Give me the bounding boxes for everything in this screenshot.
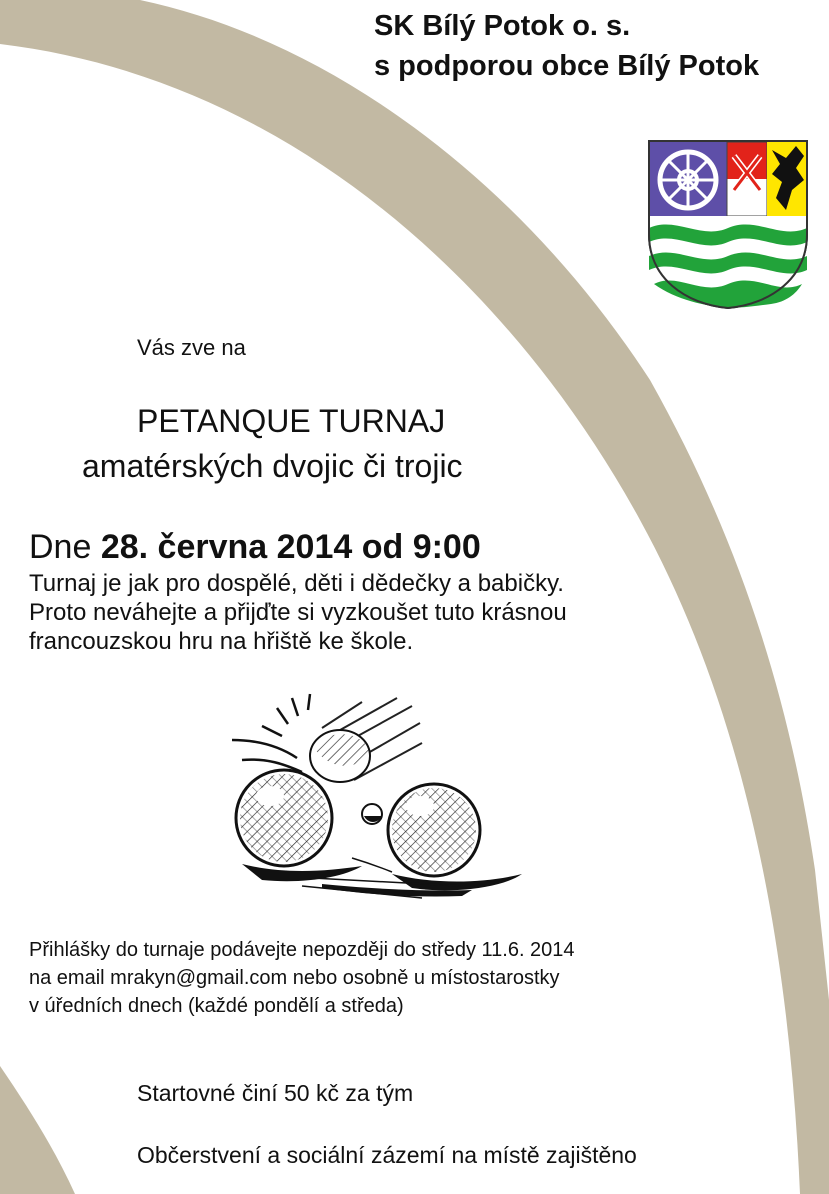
description-line: Turnaj je jak pro dospělé, děti i dědečky a babičky. [29,570,564,597]
description-line: Proto neváhejte a přijďte si vyzkoušet tuto krásnou [29,599,567,626]
application-line: v úředních dnech (každé pondělí a středa) [29,995,404,1017]
date-value: 28. června 2014 od 9:00 [100,528,481,566]
entry-fee: Startovné činí 50 kč za tým [137,1080,414,1106]
event-subtitle: amatérských dvojic či trojic [82,448,463,484]
event-date [29,528,481,567]
application-line: na email mrakyn@gmail.com nebo osobně u místostarostky [29,967,560,989]
application-line: Přihlášky do turnaje podávejte nepozději do středy 11.6. 2014 [29,939,575,961]
organizer-support: s podporou obce Bílý Potok [374,50,760,82]
date-prefix: Dne [29,528,101,566]
application-info [29,936,575,1020]
event-description [29,569,567,656]
organizer-block [374,6,759,86]
invite-text: Vás zve na [137,335,246,360]
refreshments-info: Občerstvení a sociální zázemí na místě zajištěno [137,1142,637,1168]
petanque-balls-icon [222,688,572,910]
description-line: francouzskou hru na hřiště ke škole. [29,628,414,655]
organizer-name: SK Bílý Potok o. s. [374,10,631,42]
municipal-coat-of-arms-icon [646,138,810,310]
event-title: PETANQUE TURNAJ [137,403,446,439]
